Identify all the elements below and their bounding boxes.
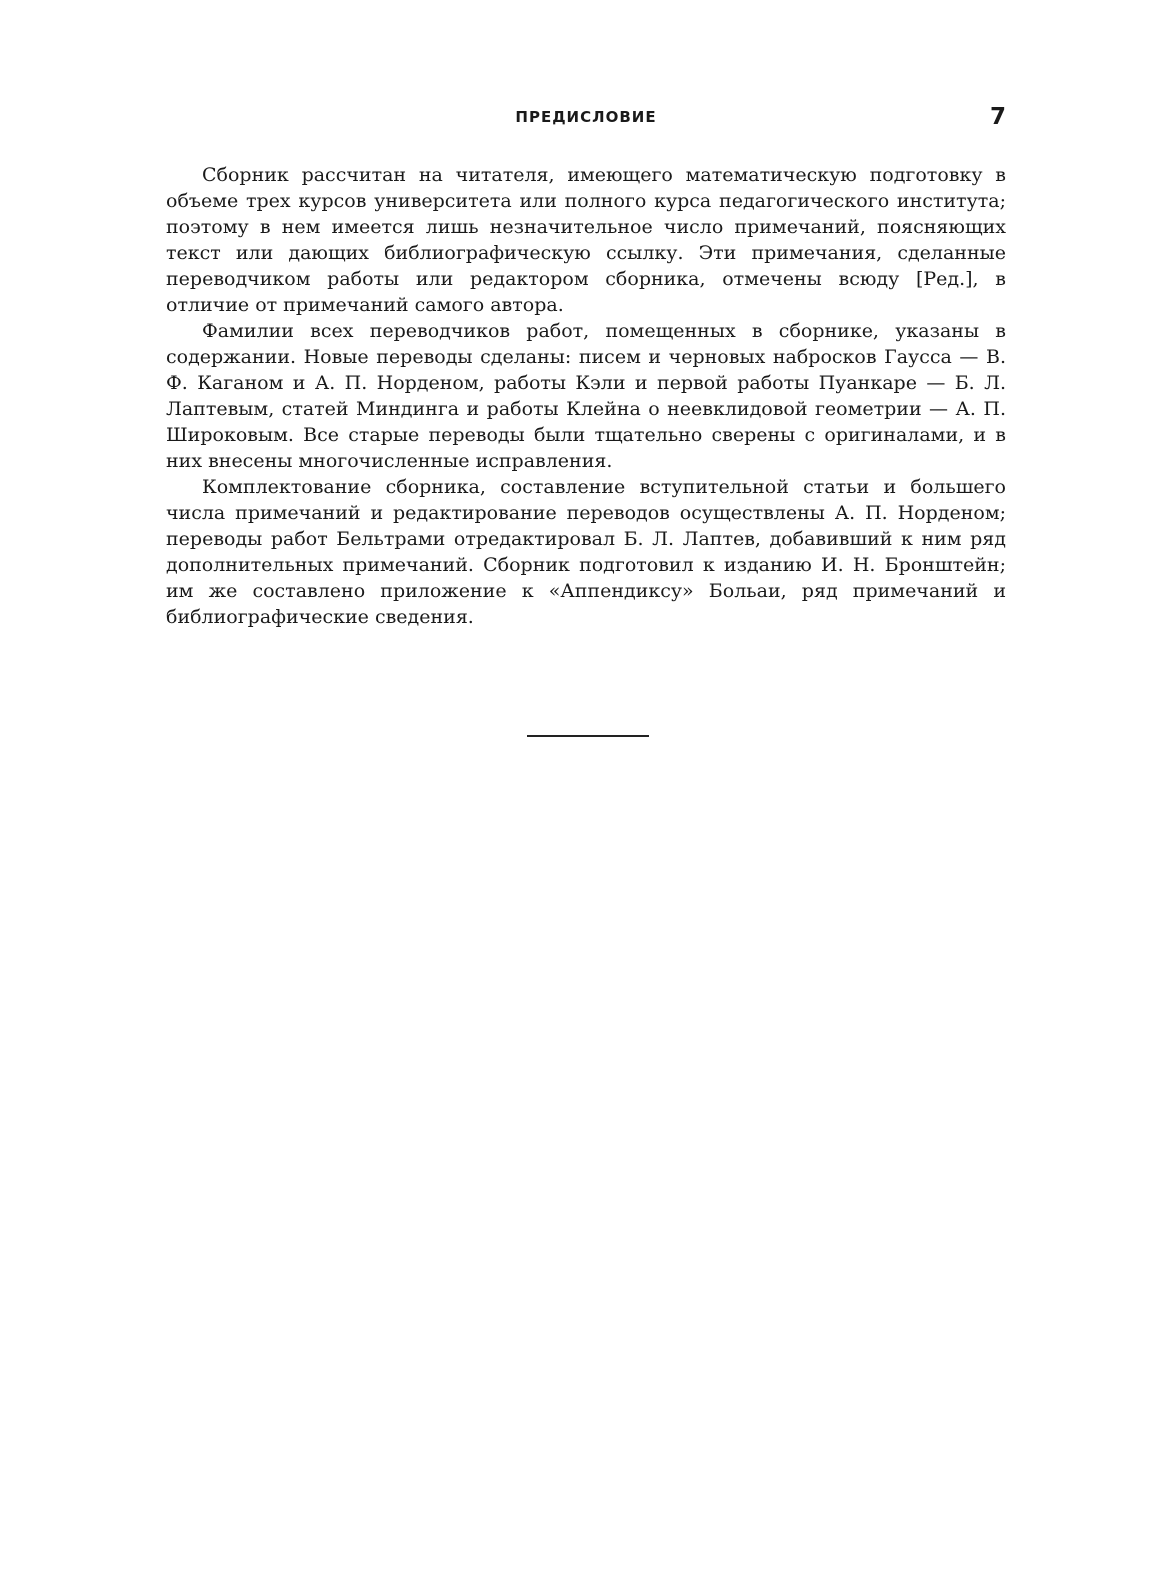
running-title: ПРЕДИСЛОВИЕ [515,108,657,126]
paragraph-3: Комплектование сборника, составление вступительной статьи и большего числа примечаний и редактирование переводов осуществлены А. П. Норденом; переводы работ Бельтрами отредактировал Б. Л. Лаптев, добавивший к ним ряд дополнительных примечаний. Сборник подготовил к изданию И. Н. Бронштейн; им же составлено приложение к «Аппендиксу» Больаи, ряд примечаний и библиографические сведения. [166,476,1006,628]
paragraph-2: Фамилии всех переводчиков работ, помещенных в сборнике, указаны в содержании. Новые переводы сделаны: писем и черновых набросков Гаусса — В. Ф. Каганом и А. П. Норденом, работы Кэли и первой работы Пуанкаре — Б. Л. Лаптевым, статей Миндинга и работы Клейна о неевклидовой геометрии — А. П. Широковым. Все старые переводы были тщательно сверены с оригиналами, и в них внесены многочисленные исправления. [166,320,1006,472]
paragraph-1: Сборник рассчитан на читателя, имеющего математическую подготовку в объеме трех курсов университета или полного курса педагогического института; поэтому в нем имеется лишь незначительное число примечаний, поясняющих текст или дающих библиографическую ссылку. Эти примечания, сделанные переводчиком работы или редактором сборника, отмечены всюду [Ред.], в отличие от примечаний самого автора. [166,164,1006,316]
body-text [166,162,1006,630]
page-number: 7 [989,104,1006,130]
running-head [166,104,1006,134]
section-end-rule [527,735,649,737]
